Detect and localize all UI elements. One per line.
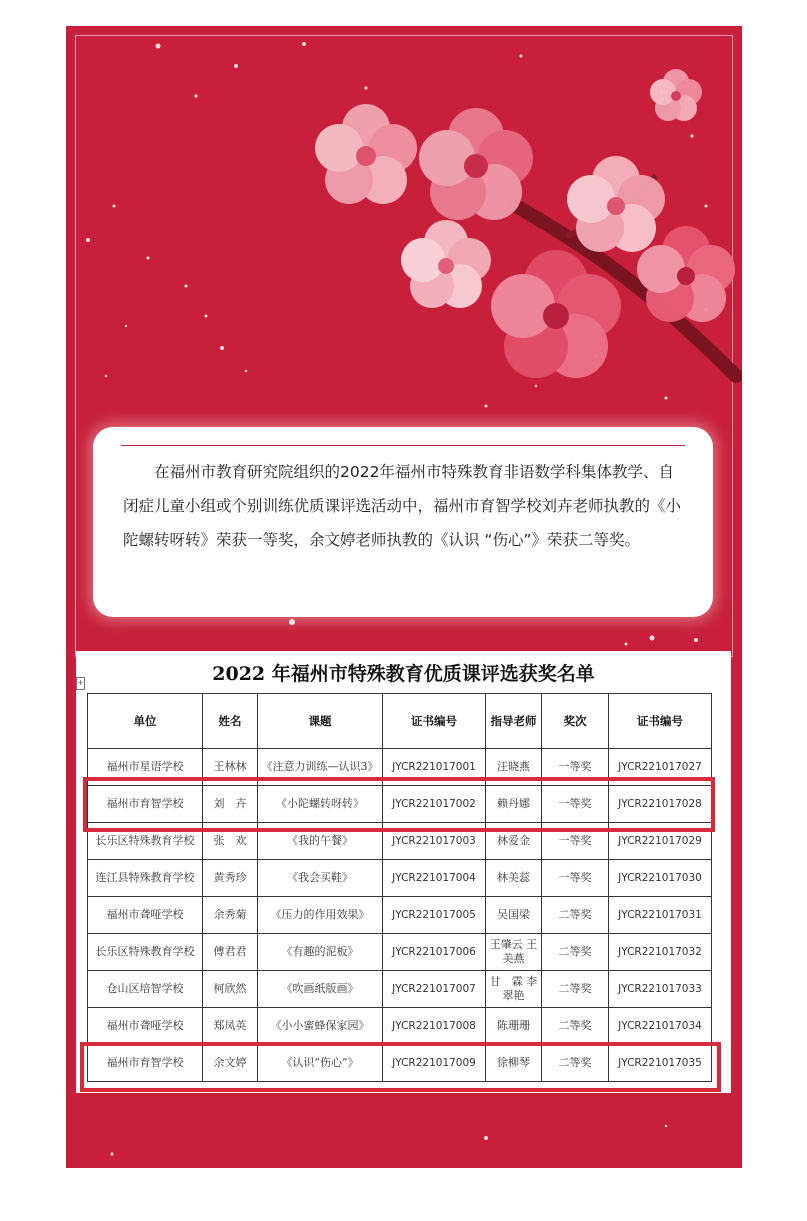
header-mentor: 指导老师	[486, 694, 542, 749]
cell-topic: 《小小蜜蜂保家园》	[258, 1008, 383, 1045]
header-topic: 课题	[258, 694, 383, 749]
cell-unit: 长乐区特殊教育学校	[88, 823, 203, 860]
cell-award: 二等奖	[542, 1008, 609, 1045]
cell-unit: 福州市育智学校	[88, 786, 203, 823]
cell-unit: 福州市聋哑学校	[88, 897, 203, 934]
cell-cert: JYCR221017002	[383, 786, 486, 823]
cell-award: 一等奖	[542, 786, 609, 823]
cell-name: 柯欣然	[203, 971, 258, 1008]
cell-award: 二等奖	[542, 1045, 609, 1082]
cell-cert2: JYCR221017032	[609, 934, 712, 971]
cell-name: 余秀菊	[203, 897, 258, 934]
cell-award: 一等奖	[542, 860, 609, 897]
cell-unit: 长乐区特殊教育学校	[88, 934, 203, 971]
cell-topic: 《压力的作用效果》	[258, 897, 383, 934]
cell-name: 张 欢	[203, 823, 258, 860]
cell-cert: JYCR221017001	[383, 749, 486, 786]
cell-cert2: JYCR221017035	[609, 1045, 712, 1082]
table-row	[88, 860, 712, 897]
cell-award: 一等奖	[542, 749, 609, 786]
card-divider	[121, 445, 685, 446]
cell-cert2: JYCR221017029	[609, 823, 712, 860]
header-cert: 证书编号	[383, 694, 486, 749]
cell-cert2: JYCR221017027	[609, 749, 712, 786]
cell-cert2: JYCR221017030	[609, 860, 712, 897]
cell-cert: JYCR221017006	[383, 934, 486, 971]
table-row	[88, 897, 712, 934]
cell-award: 二等奖	[542, 897, 609, 934]
header-name: 姓名	[203, 694, 258, 749]
cell-unit: 连江县特殊教育学校	[88, 860, 203, 897]
cell-topic: 《注意力训练—认识3》	[258, 749, 383, 786]
cell-mentor: 甘 霖 李翠艳	[486, 971, 542, 1008]
highlight-box-second-prize	[80, 1042, 721, 1092]
cell-cert: JYCR221017004	[383, 860, 486, 897]
cell-cert: JYCR221017005	[383, 897, 486, 934]
cell-name: 王林林	[203, 749, 258, 786]
cell-award: 一等奖	[542, 823, 609, 860]
award-list-sheet	[76, 651, 731, 1093]
cell-cert: JYCR221017003	[383, 823, 486, 860]
cell-mentor: 陈珊珊	[486, 1008, 542, 1045]
cell-cert: JYCR221017007	[383, 971, 486, 1008]
highlight-box-first-prize	[83, 777, 715, 832]
cell-cert: JYCR221017009	[383, 1045, 486, 1082]
header-cert2: 证书编号	[609, 694, 712, 749]
cell-name: 余文婷	[203, 1045, 258, 1082]
cell-topic: 《吹画纸版画》	[258, 971, 383, 1008]
award-table	[87, 693, 712, 1082]
cell-award: 二等奖	[542, 971, 609, 1008]
cell-name: 黄秀珍	[203, 860, 258, 897]
cell-name: 傅君君	[203, 934, 258, 971]
intro-card	[93, 427, 713, 617]
cell-mentor: 林爱金	[486, 823, 542, 860]
cell-topic: 《我会买鞋》	[258, 860, 383, 897]
table-anchor-icon: +	[76, 677, 85, 690]
table-row	[88, 971, 712, 1008]
cell-name: 郑凤英	[203, 1008, 258, 1045]
cell-mentor: 赖丹娜	[486, 786, 542, 823]
cell-unit: 福州市育智学校	[88, 1045, 203, 1082]
cell-mentor: 王肇云 王美燕	[486, 934, 542, 971]
header-unit: 单位	[88, 694, 203, 749]
intro-paragraph: 在福州市教育研究院组织的2022年福州市特殊教育非语数学科集体教学、自闭症儿童小组或个别训练优质课评选活动中，福州市育智学校刘卉老师执教的《小陀螺转呀转》荣获一等奖，余文婷老师执教的《认识 “伤心”》荣获二等奖。	[123, 463, 682, 549]
cell-topic: 《小陀螺转呀转》	[258, 786, 383, 823]
table-row	[88, 1008, 712, 1045]
cell-mentor: 徐柳琴	[486, 1045, 542, 1082]
cell-cert2: JYCR221017031	[609, 897, 712, 934]
cell-unit: 福州市星语学校	[88, 749, 203, 786]
cell-mentor: 吴国梁	[486, 897, 542, 934]
cell-cert2: JYCR221017033	[609, 971, 712, 1008]
cell-unit: 福州市聋哑学校	[88, 1008, 203, 1045]
cell-topic: 《我的午餐》	[258, 823, 383, 860]
cell-unit: 仓山区培智学校	[88, 971, 203, 1008]
cell-cert2: JYCR221017028	[609, 786, 712, 823]
header-award: 奖次	[542, 694, 609, 749]
cell-topic: 《有趣的泥板》	[258, 934, 383, 971]
cell-mentor: 林美蕊	[486, 860, 542, 897]
plum-blossom-illustration	[266, 56, 742, 416]
cell-name: 刘 卉	[203, 786, 258, 823]
award-list-title: 2022 年福州市特殊教育优质课评选获奖名单	[212, 663, 595, 685]
cell-cert2: JYCR221017034	[609, 1008, 712, 1045]
table-header-row	[88, 694, 712, 749]
cell-topic: 《认识“伤心”》	[258, 1045, 383, 1082]
cell-award: 二等奖	[542, 934, 609, 971]
cell-cert: JYCR221017008	[383, 1008, 486, 1045]
table-row	[88, 934, 712, 971]
cell-mentor: 汪晓燕	[486, 749, 542, 786]
